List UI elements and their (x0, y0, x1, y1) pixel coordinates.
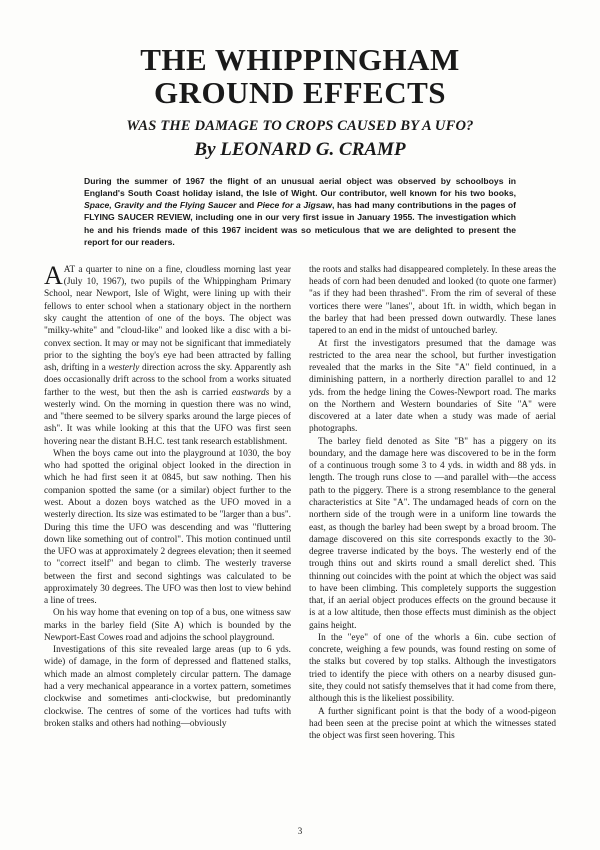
page-title (44, 44, 556, 110)
paragraph: The barley field denoted as Site "B" has a piggery on its boundary, and the damage here was discovered to be in the form of a continuous trough some 3 to 4 yds. in width and 88 yds. in length. The trough runs close to —and parallel with—the access path to the piggery. There is a strong resemblance to the general characteristics at Site "A". The undamaged heads of corn on the northern side of the trough were in a uniform line towards the east, as though the barley had been swept by a broad broom. The damage discovered on this site corresponds exactly to the 30-degree traverse indicated by the boys. The westerly end of the trough thins out and skirts round a small derelict shed. This thinning out coincides with the point at which the object was said to have been climbing. This completely supports the suggestion that, if an aerial object produces effects on the ground because it is at a low altitude, then those effects must diminish as the object gains height. (309, 436, 556, 631)
paragraph-text: AT a quarter to nine on a fine, cloudless morning last year (July 10, 1967), two pupils of the Whippingham Primary School, near Newport, Isle of Wight, were lining up with their fellows to enter school when a stationary object in the northern sky caught the attention of one of the boys. The object was "milky-white" and "cloud-like" and looked like a disc with a bi-convex section. It may or may not be significant that immediately prior to the sighting the boy's eye had been attracted by falling ash, drifting in a westerly direction across the sky. Apparently ash does occasionally drift across to the school from a works situated farther to the west, but then the ash is carried eastwards by a westerly wind. On the morning in question there was no wind, and "there seemed to be silvery sparks around the large pieces of ash". It was while looking at this that the UFO was first seen hovering near the distant B.H.C. test tank research establishment. (44, 264, 291, 447)
title-line-1: THE WHIPPINGHAM (140, 42, 460, 77)
paragraph: At first the investigators presumed that the damage was restricted to the area near the school, but further investigation revealed that the marks in the Site "A" field continued, in a diminishing pattern, in a northerly direction parallel to and 12 yds. from the hedge lining the Cowes-Newport road. The marks on the Northern and Western boundaries of Site "A" were discovered at a later date when a study was made of aerial photographs. (309, 338, 556, 435)
paragraph: the roots and stalks had disappeared completely. In these areas the heads of corn had been denuded and looked (to quote one farmer) "as if they had been thrashed". From the rim of several of these vortices there were "lanes", about 1ft. in width, which began in the barley that had been pressed down outwardly. These lanes tapered to an end in the midst of untouched barley. (309, 264, 556, 337)
paragraph: On his way home that evening on top of a bus, one witness saw marks in the barley field (Site A) which is bounded by the Newport-East Cowes road and adjoins the school playground. (44, 608, 291, 643)
page-number: 3 (297, 826, 303, 836)
column-left (44, 260, 291, 742)
drop-cap: A (44, 260, 63, 290)
column-right (309, 264, 556, 742)
title-block (44, 44, 556, 161)
standfirst-intro: During the summer of 1967 the flight of an unusual aerial object was observed by schoolboys in England's South Coast holiday island, the Isle of Wight. Our contributor, well known for his two books, Space, Gravity and the Flying Saucer and Piece for a Jigsaw, has had many contributions in the pages of FLYING SAUCER REVIEW, including one in our very first issue in January 1955. The investigation which he and his friends made of this 1967 incident was so meticulous that we are delighted to present the report for our readers. (84, 175, 517, 247)
body-columns (44, 260, 556, 742)
paragraph (44, 260, 291, 448)
paragraph: Investigations of this site revealed large areas (up to 6 yds. wide) of damage, in the form of depressed and flattened stalks, which made an almost completely circular pattern. The damage had a very mechanical appearance in a vortex pattern, sometimes clockwise and sometimes anti-clockwise, but predominantly clockwise. The centres of some of the vortices had tufts with broken stalks and others had nothing—obviously (44, 645, 291, 729)
paragraph: A further significant point is that the body of a wood-pigeon had been seen at the precise point at which the witnesses stated the object was first seen hovering. This (309, 706, 556, 742)
paragraph: When the boys came out into the playground at 1030, the boy who had spotted the original object looked in the direction in which he had first seen it at 0845, but saw nothing. Then his companion spotted the same (or a similar) object further to the west. About a dozen boys watched as the UFO moved in a westerly direction. Its size was estimated to be "larger than a bus". During this time the UFO was descending and was "fluttering down like something out of control". This motion continued until the UFO was at approximately 2 degrees elevation; then it seemed to "correct itself" and began to climb. The westerly traverse between the first and second sightings was calculated to be approximately 30 degrees. The UFO was then lost to view behind a line of trees. (44, 448, 291, 607)
paragraph: In the "eye" of one of the whorls a 6in. cube section of concrete, weighing a few pounds, was found resting on some of the stalks but covered by top stalks. Although the investigators tried to identify the piece with others on a nearby disused gun-site, they could not satisfy themselves that it had come from there, although this is the likeliest possibility. (309, 632, 556, 705)
article-byline: By LEONARD G. CRAMP (194, 138, 406, 160)
article-subtitle: WAS THE DAMAGE TO CROPS CAUSED BY A UFO? (126, 117, 474, 134)
title-line-2: GROUND EFFECTS (153, 74, 447, 110)
